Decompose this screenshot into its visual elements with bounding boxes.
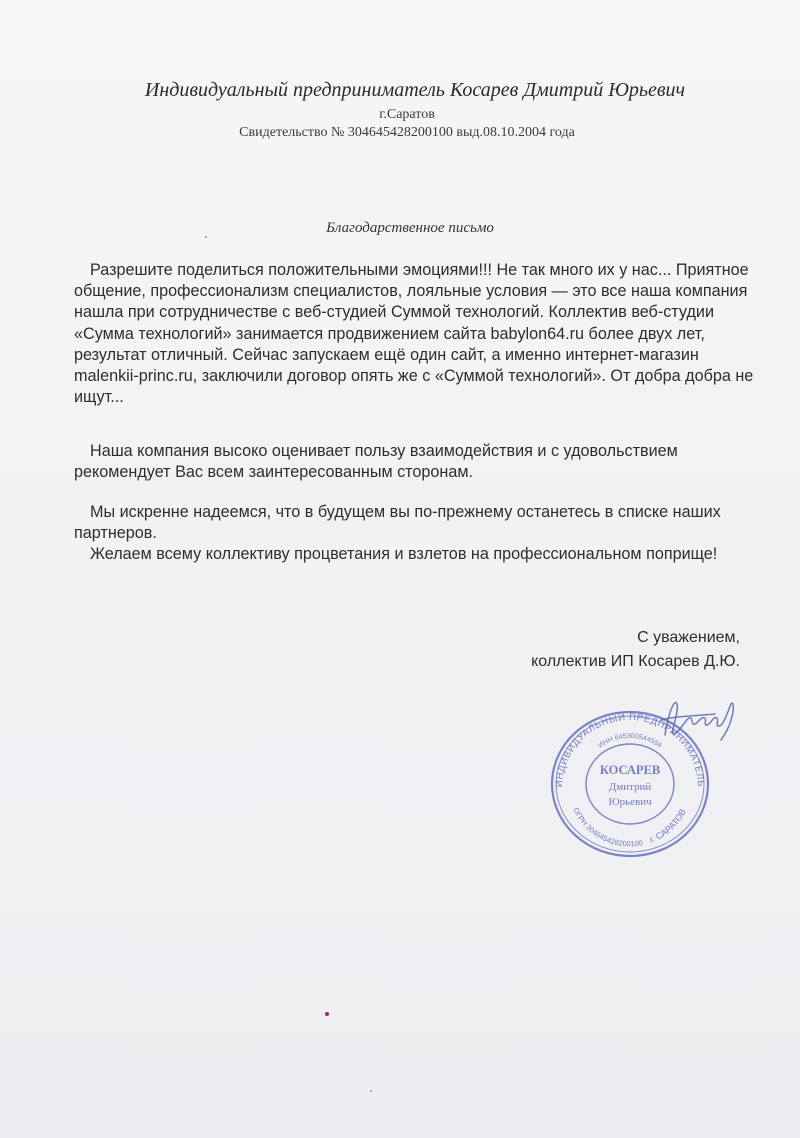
paragraph-text: Желаем всему коллективу процветания и взлетов на профессиональном поприще! bbox=[90, 545, 718, 563]
city: г.Саратов bbox=[379, 107, 435, 122]
paper-speck bbox=[370, 1090, 372, 1092]
paper-speck bbox=[205, 236, 207, 238]
stamp-inn: ИНН 645300544556 bbox=[597, 732, 663, 750]
stamp-ogrn: ОГРН 304645428200100 bbox=[571, 806, 644, 849]
paragraph-3 bbox=[74, 502, 754, 544]
stamp-first-name: Дмитрий bbox=[608, 781, 652, 793]
paragraph-2 bbox=[74, 441, 754, 483]
entrepreneur-name: Индивидуальный предприниматель Косарев Дмитрий Юрьевич bbox=[144, 79, 686, 101]
signoff-regards: С уважением, bbox=[637, 629, 740, 646]
certificate-line: Свидетельство № 304645428200100 выд.08.10.2004 года bbox=[239, 125, 575, 140]
paper-speck bbox=[325, 1012, 329, 1016]
letter-title: Благодарственное письмо bbox=[326, 220, 494, 236]
paragraph-4 bbox=[74, 544, 754, 565]
stamp-patronymic: Юрьевич bbox=[608, 796, 652, 808]
signoff-team: коллектив ИП Косарев Д.Ю. bbox=[531, 653, 740, 670]
stamp-city: г. САРАТОВ bbox=[648, 807, 688, 845]
paragraph-text: Мы искренне надеемся, что в будущем вы по-прежнему останетесь в списке наших партнеров. bbox=[74, 503, 721, 543]
paragraph-text: Разрешите поделиться положительными эмоциями!!! Не так много их у нас... Приятное общение, профессионализм специалистов, лояльные условия — это все наша компания нашла при сотрудничестве с веб-студией Суммой технологий. Коллектив веб-студии «Сумма технологий» занимается продвижением сайта babylon64.ru более двух лет, результат отличный. Сейчас запускаем ещё один сайт, а именно интернет-магазин malenkii-princ.ru, заключили договор опять же с «Суммой технологий». От добра добра не ищут... bbox=[74, 261, 754, 407]
stamp-ring-text: ИНДИВИДУАЛЬНЫЙ ПРЕДПРИНИМАТЕЛЬ bbox=[553, 711, 707, 788]
paragraph-1 bbox=[74, 260, 754, 408]
paragraph-text: Наша компания высоко оценивает пользу взаимодействия и с удовольствием рекомендует Вас всем заинтересованным сторонам. bbox=[74, 442, 678, 482]
handwritten-signature bbox=[655, 690, 745, 750]
stamp-surname: КОСАРЕВ bbox=[599, 763, 661, 777]
